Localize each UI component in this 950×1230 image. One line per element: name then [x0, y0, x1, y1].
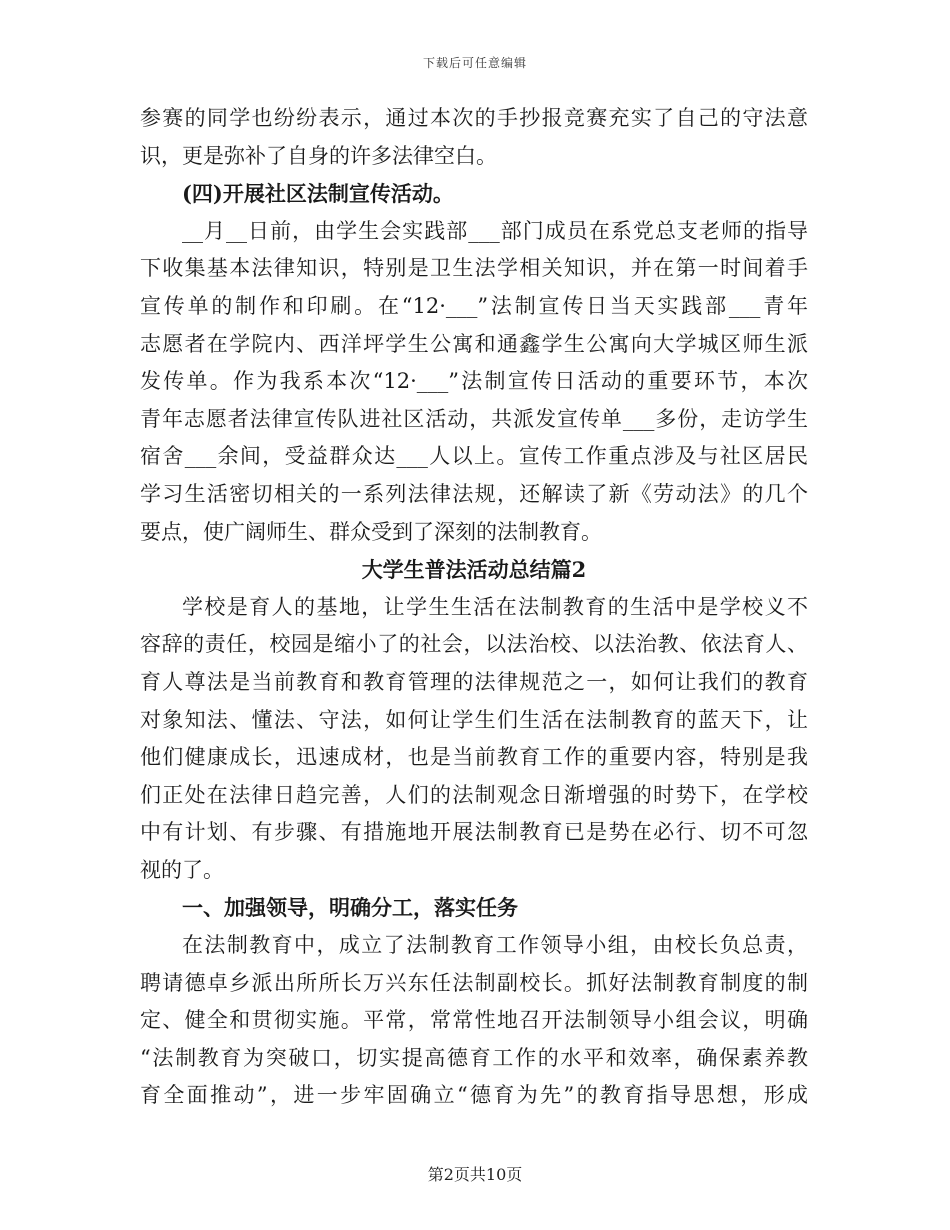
- paragraph-line: 要点，使广阔师生、群众受到了深刻的法制教育。: [140, 519, 602, 544]
- paragraph-line: 宿舍___余间，受益群众达___人以上。宣传工作重点涉及与社区居民: [140, 444, 808, 469]
- paragraph-line: 他们健康成长，迅速成材，也是当前教育工作的重要内容，特别是我: [140, 745, 808, 770]
- paragraph-line: 学校是育人的基地，让学生生活在法制教育的生活中是学校义不: [182, 594, 808, 619]
- paragraph-line: 定、健全和贯彻实施。平常，常常性地召开法制领导小组会议，明确: [140, 1008, 808, 1033]
- page-header-note: 下载后可任意编辑: [422, 56, 527, 70]
- paragraph-line: 视的了。: [140, 857, 224, 882]
- paragraph-line: 育全面推动”，进一步牢固确立“德育为先”的教育指导思想，形成: [140, 1083, 808, 1108]
- paragraph-line: 育人尊法是当前教育和教育管理的法律规范之一，如何让我们的教育: [140, 669, 808, 694]
- paragraph-line: 下收集基本法律知识，特别是卫生法学相关知识，并在第一时间着手: [140, 256, 808, 281]
- paragraph-line: “法制教育为突破口，切实提高德育工作的水平和效率，确保素养教: [140, 1045, 808, 1070]
- paragraph-line: 青年志愿者法律宣传队进社区活动，共派发宣传单___多份，走访学生: [140, 406, 808, 431]
- page-number: 第2页共10页: [427, 1165, 523, 1184]
- paragraph-line: 在法制教育中，成立了法制教育工作领导小组，由校长负总责，: [182, 933, 808, 958]
- paragraph-line: 志愿者在学院内、西洋坪学生公寓和通鑫学生公寓向大学城区师生派: [140, 331, 808, 356]
- paragraph-line: 发传单。作为我系本次“12·___”法制宣传日活动的重要环节，本次: [140, 369, 808, 394]
- paragraph-line: 识，更是弥补了自身的许多法律空白。: [140, 143, 497, 168]
- paragraph-line: 容辞的责任，校园是缩小了的社会，以法治校、以法治教、依法育人、: [140, 632, 808, 657]
- paragraph-line: 参赛的同学也纷纷表示，通过本次的手抄报竞赛充实了自己的守法意: [140, 106, 808, 130]
- document-body: [140, 100, 808, 1115]
- paragraph-line: 们正处在法律日趋完善，人们的法制观念日渐增强的时势下，在学校: [140, 782, 808, 807]
- paragraph-line: 宣传单的制作和印刷。在“12·___”法制宣传日当天实践部___青年: [140, 293, 808, 318]
- section-heading: (四)开展社区法制宣传活动。: [182, 181, 454, 207]
- paragraph-line: 中有计划、有步骤、有措施地开展法制教育已是势在必行、切不可忽: [140, 820, 808, 845]
- paragraph-line: __月__日前，由学生会实践部___部门成员在系党总支老师的指导: [182, 218, 808, 243]
- section-heading: 一、加强领导，明确分工，落实任务: [182, 895, 518, 921]
- paragraph-line: 聘请德卓乡派出所所长万兴东任法制副校长。抓好法制教育制度的制: [140, 970, 808, 995]
- paragraph-line: 对象知法、懂法、守法，如何让学生们生活在法制教育的蓝天下，让: [140, 707, 808, 732]
- paragraph-line: 学习生活密切相关的一系列法律法规，还解读了新《劳动法》的几个: [140, 481, 808, 506]
- article-title: 大学生普法活动总结篇2: [361, 557, 587, 583]
